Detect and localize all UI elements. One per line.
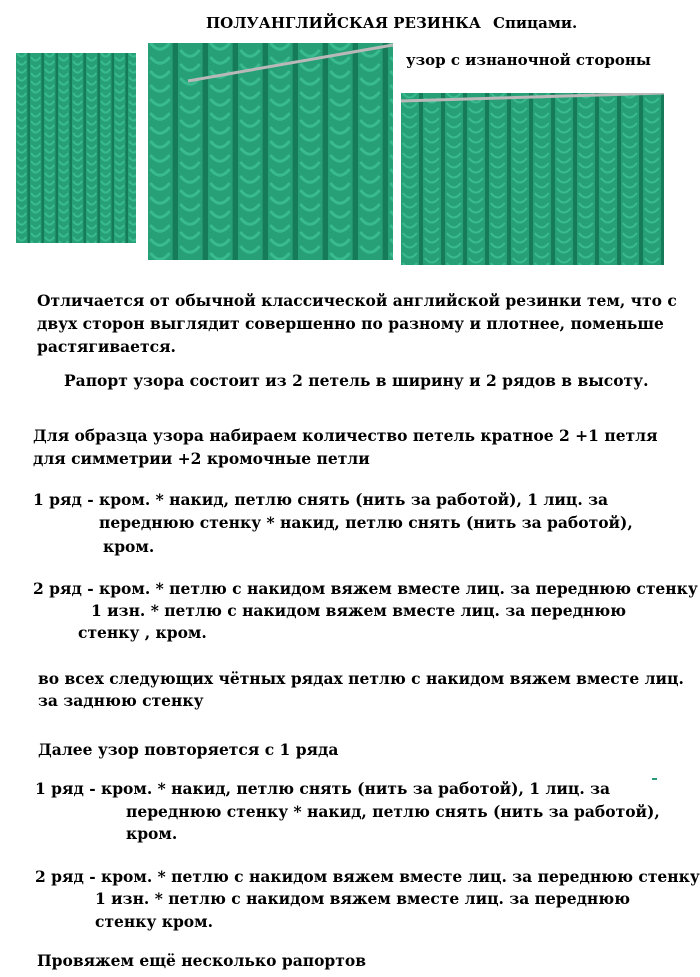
knit-reverse-image xyxy=(401,93,664,265)
row2-line-3: стенку , кром. xyxy=(78,623,207,642)
cast-on-line-2: для симметрии +2 кромочные петли xyxy=(33,449,370,468)
row2-line-1: 2 ряд - кром. * петлю с накидом вяжем вместе лиц. за переднюю стенку xyxy=(33,579,698,598)
row1-line-2: переднюю стенку * накид, петлю снять (нить за работой), xyxy=(99,513,633,532)
row2-repeat-line-1: 2 ряд - кром. * петлю с накидом вяжем вместе лиц. за переднюю стенку xyxy=(35,867,700,886)
even-rows-line-2: за заднюю стенку xyxy=(38,691,204,710)
row1-line-3: кром. xyxy=(103,537,155,556)
intro-line-2: двух сторон выглядит совершенно по разному и плотнее, поменьше xyxy=(37,314,664,333)
closing-line: Провяжем ещё несколько рапортов xyxy=(37,951,366,970)
row1-repeat-line-3: кром. xyxy=(126,824,178,843)
intro-line-3: растягивается. xyxy=(37,337,176,356)
reverse-side-caption: узор с изнаночной стороны xyxy=(406,51,651,69)
knit-ribbing-image xyxy=(16,53,136,243)
cast-on-line-1: Для образца узора набираем количество петель кратное 2 +1 петля xyxy=(33,426,658,445)
ribbing-closeup-photo xyxy=(148,43,393,260)
even-rows-line-1: во всех следующих чётных рядах петлю с накидом вяжем вместе лиц. xyxy=(38,669,684,688)
page-subtitle: Спицами. xyxy=(493,14,578,32)
row2-repeat-line-2: 1 изн. * петлю с накидом вяжем вместе лиц. за переднюю xyxy=(95,889,631,908)
row1-repeat-line-1: 1 ряд - кром. * накид, петлю снять (нить за работой), 1 лиц. за xyxy=(35,779,611,798)
ribbing-front-photo xyxy=(16,53,136,243)
row1-repeat-line-2: переднюю стенку * накид, петлю снять (нить за работой), xyxy=(126,802,660,821)
page-title: ПОЛУАНГЛИЙСКАЯ РЕЗИНКА xyxy=(206,14,482,32)
intro-line-1: Отличается от обычной классической английской резинки тем, что с xyxy=(37,291,677,310)
row1-line-1: 1 ряд - кром. * накид, петлю снять (нить за работой), 1 лиц. за xyxy=(33,490,609,509)
row2-repeat-line-3: стенку кром. xyxy=(95,912,213,931)
repeat-note: Рапорт узора состоит из 2 петель в ширину и 2 рядов в высоту. xyxy=(64,371,649,390)
knit-closeup-image xyxy=(148,43,393,260)
repeat-from-heading: Далее узор повторяется с 1 ряда xyxy=(38,740,339,759)
ribbing-reverse-photo xyxy=(401,93,664,265)
scan-mark xyxy=(652,778,657,780)
row2-line-2: 1 изн. * петлю с накидом вяжем вместе лиц. за переднюю xyxy=(91,601,627,620)
